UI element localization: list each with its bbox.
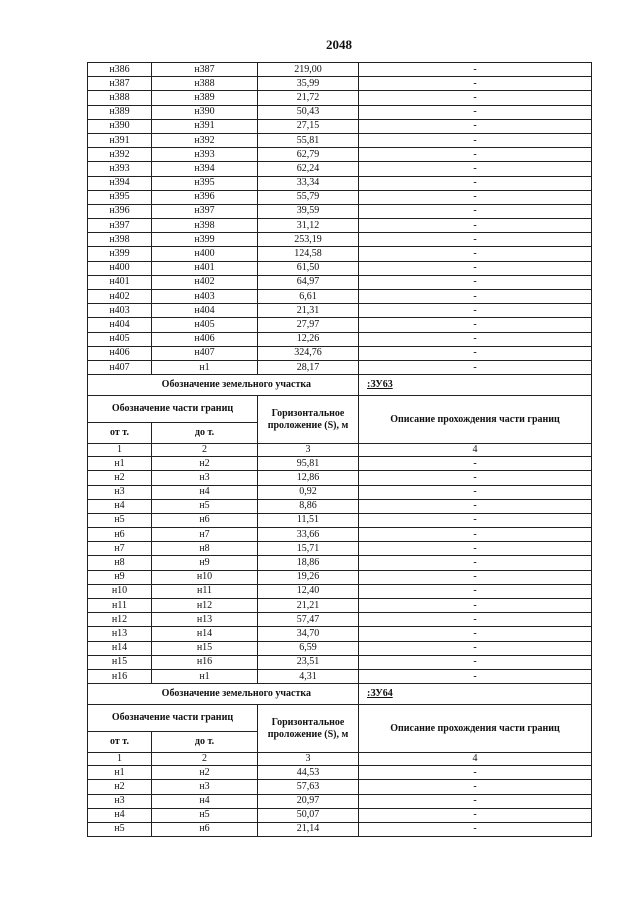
to-header: до т. xyxy=(152,732,258,753)
description-cell: - xyxy=(359,190,592,204)
column-number: 3 xyxy=(258,753,359,766)
description-cell: - xyxy=(359,219,592,233)
description-cell: - xyxy=(359,261,592,275)
from-point-cell: н15 xyxy=(88,655,152,669)
to-point-cell: н401 xyxy=(152,261,258,275)
distance-cell: 6,61 xyxy=(258,290,359,304)
distance-cell: 11,51 xyxy=(258,513,359,527)
to-point-cell: н404 xyxy=(152,304,258,318)
to-point-cell: н407 xyxy=(152,346,258,360)
from-point-cell: н9 xyxy=(88,570,152,584)
column-number: 4 xyxy=(359,444,592,457)
from-point-cell: н391 xyxy=(88,133,152,147)
distance-cell: 8,86 xyxy=(258,499,359,513)
to-point-cell: н8 xyxy=(152,542,258,556)
to-point-cell: н5 xyxy=(152,808,258,822)
table-row xyxy=(88,275,592,289)
from-header: от т. xyxy=(88,423,152,444)
description-cell: - xyxy=(359,247,592,261)
from-point-cell: н389 xyxy=(88,105,152,119)
from-point-cell: н1 xyxy=(88,766,152,780)
table-row xyxy=(88,808,592,822)
plot-code: :ЗУ63 xyxy=(359,375,592,396)
table-row xyxy=(88,513,592,527)
column-number: 4 xyxy=(359,753,592,766)
to-point-cell: н16 xyxy=(152,655,258,669)
to-point-cell: н6 xyxy=(152,513,258,527)
distance-cell: 12,26 xyxy=(258,332,359,346)
from-point-cell: н10 xyxy=(88,584,152,598)
distance-cell: 15,71 xyxy=(258,542,359,556)
table-row xyxy=(88,105,592,119)
table-row xyxy=(88,584,592,598)
page-number: 2048 xyxy=(326,37,352,52)
distance-cell: 6,59 xyxy=(258,641,359,655)
description-cell: - xyxy=(359,105,592,119)
horizontal-header: Горизонтальное проложение (S), м xyxy=(258,396,359,444)
distance-cell: 27,15 xyxy=(258,119,359,133)
table-row xyxy=(88,794,592,808)
plot-label: Обозначение земельного участка xyxy=(88,684,359,705)
description-header: Описание прохождения части границ xyxy=(359,396,592,444)
from-point-cell: н387 xyxy=(88,77,152,91)
to-point-cell: н392 xyxy=(152,133,258,147)
description-cell: - xyxy=(359,471,592,485)
from-point-cell: н13 xyxy=(88,627,152,641)
description-cell: - xyxy=(359,528,592,542)
from-point-cell: н16 xyxy=(88,669,152,683)
distance-cell: 61,50 xyxy=(258,261,359,275)
table-row xyxy=(88,91,592,105)
distance-cell: 35,99 xyxy=(258,77,359,91)
table-row xyxy=(88,304,592,318)
to-point-cell: н15 xyxy=(152,641,258,655)
table-row xyxy=(88,669,592,683)
table-row xyxy=(88,780,592,794)
table-row xyxy=(88,485,592,499)
description-cell: - xyxy=(359,570,592,584)
table-row xyxy=(88,162,592,176)
distance-cell: 57,63 xyxy=(258,780,359,794)
from-point-cell: н5 xyxy=(88,513,152,527)
description-cell: - xyxy=(359,556,592,570)
description-cell: - xyxy=(359,91,592,105)
to-point-cell: н6 xyxy=(152,822,258,836)
description-header: Описание прохождения части границ xyxy=(359,705,592,753)
description-cell: - xyxy=(359,513,592,527)
distance-cell: 21,21 xyxy=(258,599,359,613)
distance-cell: 28,17 xyxy=(258,360,359,374)
plot-title-row xyxy=(88,684,592,705)
from-point-cell: н11 xyxy=(88,599,152,613)
description-cell: - xyxy=(359,669,592,683)
distance-cell: 20,97 xyxy=(258,794,359,808)
to-point-cell: н396 xyxy=(152,190,258,204)
distance-cell: 23,51 xyxy=(258,655,359,669)
table-row xyxy=(88,332,592,346)
plot-code: :ЗУ64 xyxy=(359,684,592,705)
distance-cell: 50,43 xyxy=(258,105,359,119)
description-cell: - xyxy=(359,613,592,627)
distance-cell: 57,47 xyxy=(258,613,359,627)
from-point-cell: н14 xyxy=(88,641,152,655)
table-row xyxy=(88,233,592,247)
description-cell: - xyxy=(359,780,592,794)
distance-cell: 12,86 xyxy=(258,471,359,485)
table-row xyxy=(88,176,592,190)
to-point-cell: н405 xyxy=(152,318,258,332)
distance-cell: 33,66 xyxy=(258,528,359,542)
table-row xyxy=(88,148,592,162)
description-cell: - xyxy=(359,318,592,332)
to-point-cell: н5 xyxy=(152,499,258,513)
to-point-cell: н387 xyxy=(152,63,258,77)
table-row xyxy=(88,655,592,669)
column-number-row xyxy=(88,753,592,766)
distance-cell: 31,12 xyxy=(258,219,359,233)
to-point-cell: н4 xyxy=(152,794,258,808)
description-cell: - xyxy=(359,332,592,346)
description-cell: - xyxy=(359,766,592,780)
distance-cell: 62,79 xyxy=(258,148,359,162)
table-row xyxy=(88,63,592,77)
distance-cell: 18,86 xyxy=(258,556,359,570)
description-cell: - xyxy=(359,148,592,162)
description-cell: - xyxy=(359,627,592,641)
from-point-cell: н2 xyxy=(88,471,152,485)
from-point-cell: н8 xyxy=(88,556,152,570)
header-row xyxy=(88,396,592,423)
from-point-cell: н7 xyxy=(88,542,152,556)
from-point-cell: н406 xyxy=(88,346,152,360)
to-header: до т. xyxy=(152,423,258,444)
from-header: от т. xyxy=(88,732,152,753)
description-cell: - xyxy=(359,290,592,304)
distance-cell: 55,81 xyxy=(258,133,359,147)
column-number: 1 xyxy=(88,444,152,457)
distance-cell: 324,76 xyxy=(258,346,359,360)
distance-cell: 50,07 xyxy=(258,808,359,822)
distance-cell: 253,19 xyxy=(258,233,359,247)
distance-cell: 95,81 xyxy=(258,457,359,471)
description-cell: - xyxy=(359,77,592,91)
distance-cell: 62,24 xyxy=(258,162,359,176)
distance-cell: 33,34 xyxy=(258,176,359,190)
table-row xyxy=(88,318,592,332)
from-point-cell: н3 xyxy=(88,485,152,499)
distance-cell: 12,40 xyxy=(258,584,359,598)
distance-cell: 19,26 xyxy=(258,570,359,584)
table-row xyxy=(88,204,592,218)
to-point-cell: н2 xyxy=(152,457,258,471)
from-point-cell: н404 xyxy=(88,318,152,332)
table-row xyxy=(88,219,592,233)
to-point-cell: н394 xyxy=(152,162,258,176)
table-row xyxy=(88,599,592,613)
table-row xyxy=(88,261,592,275)
distance-cell: 44,53 xyxy=(258,766,359,780)
distance-cell: 219,00 xyxy=(258,63,359,77)
from-point-cell: н407 xyxy=(88,360,152,374)
table-row xyxy=(88,822,592,836)
horizontal-header: Горизонтальное проложение (S), м xyxy=(258,705,359,753)
column-number: 2 xyxy=(152,444,258,457)
from-point-cell: н401 xyxy=(88,275,152,289)
table-row xyxy=(88,457,592,471)
to-point-cell: н14 xyxy=(152,627,258,641)
column-number: 2 xyxy=(152,753,258,766)
table-row xyxy=(88,360,592,374)
part-label: Обозначение части границ xyxy=(88,705,258,732)
from-point-cell: н3 xyxy=(88,794,152,808)
column-number: 1 xyxy=(88,753,152,766)
to-point-cell: н400 xyxy=(152,247,258,261)
from-point-cell: н393 xyxy=(88,162,152,176)
description-cell: - xyxy=(359,542,592,556)
description-cell: - xyxy=(359,233,592,247)
to-point-cell: н3 xyxy=(152,780,258,794)
to-point-cell: н390 xyxy=(152,105,258,119)
distance-cell: 64,97 xyxy=(258,275,359,289)
table-row xyxy=(88,133,592,147)
description-cell: - xyxy=(359,457,592,471)
to-point-cell: н1 xyxy=(152,360,258,374)
table-row xyxy=(88,641,592,655)
distance-cell: 124,58 xyxy=(258,247,359,261)
to-point-cell: н398 xyxy=(152,219,258,233)
to-point-cell: н11 xyxy=(152,584,258,598)
to-point-cell: н388 xyxy=(152,77,258,91)
table-row xyxy=(88,556,592,570)
description-cell: - xyxy=(359,822,592,836)
table-row xyxy=(88,77,592,91)
from-point-cell: н400 xyxy=(88,261,152,275)
description-cell: - xyxy=(359,360,592,374)
column-number-row xyxy=(88,444,592,457)
from-point-cell: н395 xyxy=(88,190,152,204)
to-point-cell: н393 xyxy=(152,148,258,162)
table-row xyxy=(88,613,592,627)
to-point-cell: н389 xyxy=(152,91,258,105)
table-row xyxy=(88,627,592,641)
description-cell: - xyxy=(359,63,592,77)
to-point-cell: н9 xyxy=(152,556,258,570)
description-cell: - xyxy=(359,641,592,655)
description-cell: - xyxy=(359,275,592,289)
from-point-cell: н386 xyxy=(88,63,152,77)
from-point-cell: н402 xyxy=(88,290,152,304)
column-number: 3 xyxy=(258,444,359,457)
from-point-cell: н405 xyxy=(88,332,152,346)
from-point-cell: н12 xyxy=(88,613,152,627)
table-row xyxy=(88,528,592,542)
description-cell: - xyxy=(359,794,592,808)
from-point-cell: н392 xyxy=(88,148,152,162)
table-row xyxy=(88,499,592,513)
to-point-cell: н4 xyxy=(152,485,258,499)
table-row xyxy=(88,471,592,485)
part-label: Обозначение части границ xyxy=(88,396,258,423)
plot-label: Обозначение земельного участка xyxy=(88,375,359,396)
plot-title-row xyxy=(88,375,592,396)
description-cell: - xyxy=(359,346,592,360)
to-point-cell: н403 xyxy=(152,290,258,304)
to-point-cell: н3 xyxy=(152,471,258,485)
to-point-cell: н7 xyxy=(152,528,258,542)
table-row xyxy=(88,542,592,556)
description-cell: - xyxy=(359,304,592,318)
from-point-cell: н403 xyxy=(88,304,152,318)
table-row xyxy=(88,346,592,360)
description-cell: - xyxy=(359,485,592,499)
description-cell: - xyxy=(359,499,592,513)
table-row xyxy=(88,570,592,584)
from-point-cell: н5 xyxy=(88,822,152,836)
to-point-cell: н12 xyxy=(152,599,258,613)
table-row xyxy=(88,119,592,133)
table-row xyxy=(88,190,592,204)
to-point-cell: н13 xyxy=(152,613,258,627)
from-point-cell: н396 xyxy=(88,204,152,218)
from-point-cell: н6 xyxy=(88,528,152,542)
description-cell: - xyxy=(359,162,592,176)
from-point-cell: н398 xyxy=(88,233,152,247)
from-point-cell: н4 xyxy=(88,808,152,822)
description-cell: - xyxy=(359,599,592,613)
description-cell: - xyxy=(359,584,592,598)
distance-cell: 4,31 xyxy=(258,669,359,683)
to-point-cell: н391 xyxy=(152,119,258,133)
distance-cell: 39,59 xyxy=(258,204,359,218)
from-point-cell: н397 xyxy=(88,219,152,233)
distance-cell: 55,79 xyxy=(258,190,359,204)
to-point-cell: н406 xyxy=(152,332,258,346)
boundary-table xyxy=(87,62,592,837)
from-point-cell: н390 xyxy=(88,119,152,133)
to-point-cell: н397 xyxy=(152,204,258,218)
table-row xyxy=(88,766,592,780)
distance-cell: 0,92 xyxy=(258,485,359,499)
description-cell: - xyxy=(359,808,592,822)
distance-cell: 21,14 xyxy=(258,822,359,836)
from-point-cell: н388 xyxy=(88,91,152,105)
to-point-cell: н1 xyxy=(152,669,258,683)
to-point-cell: н395 xyxy=(152,176,258,190)
distance-cell: 34,70 xyxy=(258,627,359,641)
to-point-cell: н399 xyxy=(152,233,258,247)
header-row xyxy=(88,705,592,732)
to-point-cell: н402 xyxy=(152,275,258,289)
to-point-cell: н10 xyxy=(152,570,258,584)
description-cell: - xyxy=(359,655,592,669)
from-point-cell: н4 xyxy=(88,499,152,513)
from-point-cell: н399 xyxy=(88,247,152,261)
description-cell: - xyxy=(359,204,592,218)
distance-cell: 21,72 xyxy=(258,91,359,105)
distance-cell: 27,97 xyxy=(258,318,359,332)
description-cell: - xyxy=(359,133,592,147)
description-cell: - xyxy=(359,176,592,190)
from-point-cell: н2 xyxy=(88,780,152,794)
distance-cell: 21,31 xyxy=(258,304,359,318)
to-point-cell: н2 xyxy=(152,766,258,780)
from-point-cell: н1 xyxy=(88,457,152,471)
from-point-cell: н394 xyxy=(88,176,152,190)
table-row xyxy=(88,247,592,261)
description-cell: - xyxy=(359,119,592,133)
table-row xyxy=(88,290,592,304)
